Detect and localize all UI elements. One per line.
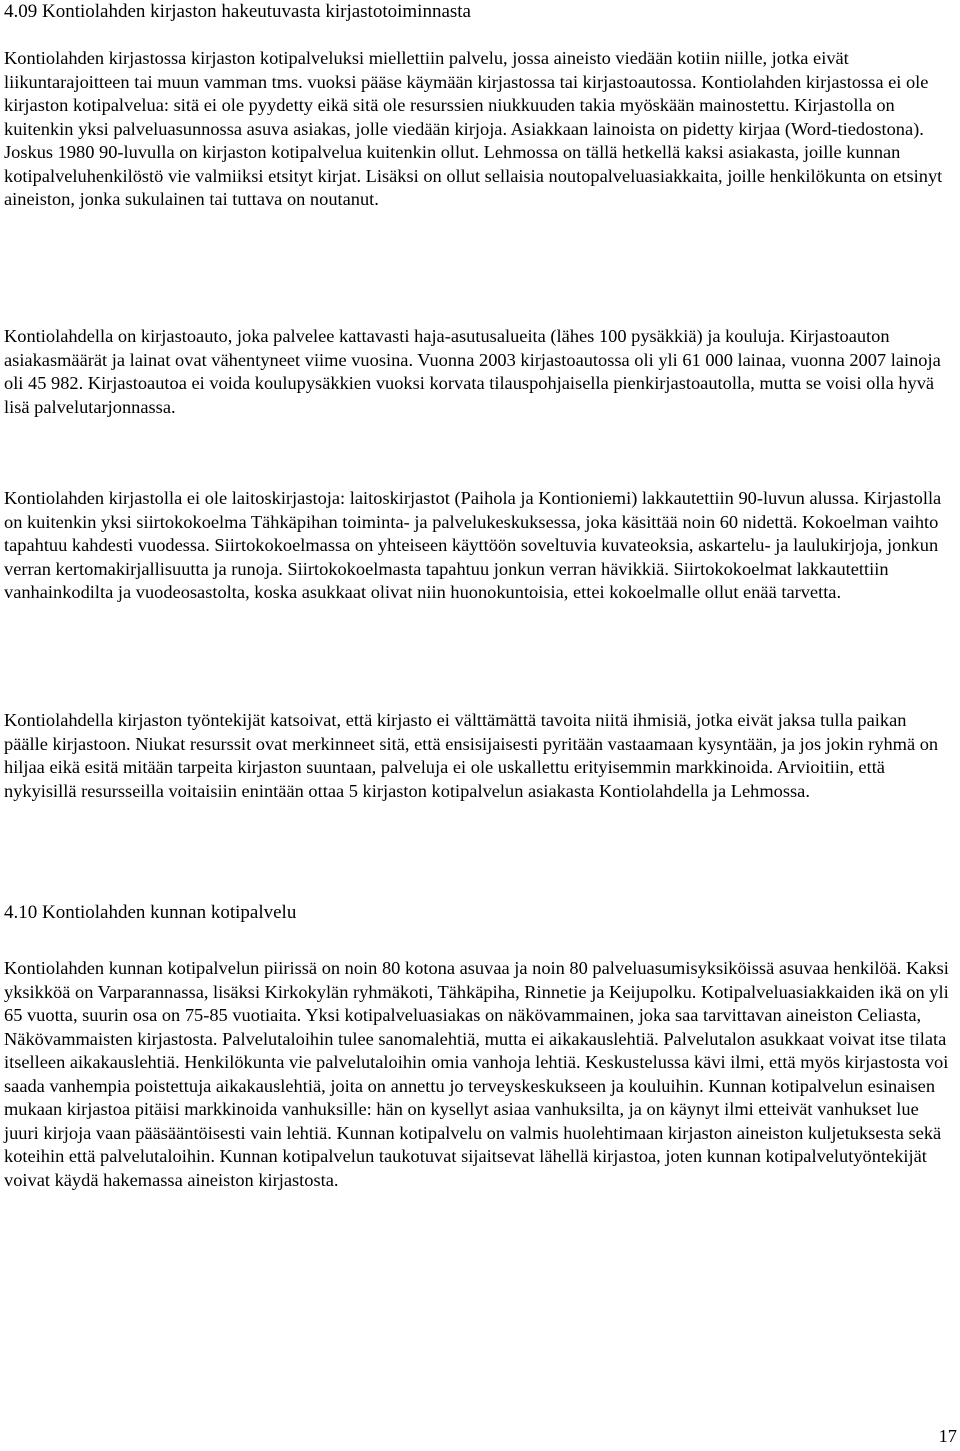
paragraph: Kontiolahden kirjastolla ei ole laitoskirjastoja: laitoskirjastot (Paihola ja Kontioniemi) lakkautettiin 90-luvun alussa. Kirjastolla on kuitenkin yksi siirtokokoelma Tähkäpihan toiminta- ja palvelukeskuksessa, joka käsittää noin 60 nidettä. Kokoelman vaihto tapahtuu kahdesti vuodessa. Siirtokokoelmassa on yhteiseen käyttöön soveltuvia kuvateoksia, askartelu- ja laulukirjoja, jonkun verran kertomakirjallisuutta ja runoja. Siirtokokoelmasta tapahtuu jonkun verran hävikkiä. Siirtokokoelmat lakkautettiin vanhainkodilta ja vuodeosastolta, koska asukkaat olivat niin huonokuntoisia, ettei kokoelmalle ollut enää tarvetta. <box>4 488 942 602</box>
section-heading: 4.09 Kontiolahden kirjaston hakeutuvasta kirjastotoiminnasta <box>4 1 471 22</box>
paragraph: Kontiolahdella on kirjastoauto, joka palvelee kattavasti haja-asutusalueita (lähes 100 pysäkkiä) ja kouluja. Kirjastoauton asiakasmäärät ja lainat ovat vähentyneet viime vuosina. Vuonna 2003 kirjastoautossa oli yli 61 000 lainaa, vuonna 2007 lainoja oli 45 982. Kirjastoautoa ei voida koulupysäkkien vuoksi korvata tilauspohjaisella pienkirjastoautolla, mutta se voisi olla hyvä lisä palvelutarjonnassa. <box>4 326 941 417</box>
page-number: 17 <box>938 1426 957 1446</box>
section-heading: 4.10 Kontiolahden kunnan kotipalvelu <box>4 902 297 923</box>
paragraph: Kontiolahden kirjastossa kirjaston kotipalveluksi miellettiin palvelu, jossa aineisto viedään kotiin niille, jotka eivät liikuntarajoitteen tai muun vamman tms. vuoksi pääse käymään kirjastossa tai kirjastoautossa. Kontiolahden kirjastossa ei ole kirjaston kotipalvelua: sitä ei ole pyydetty eikä sitä ole resurssien niukkuuden takia myöskään mainostettu. Kirjastolla on kuitenkin yksi palveluasunnossa asuva asiakas, jolle viedään kirjoja. Asiakkaan lainoista on pidetty kirjaa (Word-tiedostona). Joskus 1980 90-luvulla on kirjaston kotipalvelua kuitenkin ollut. Lehmossa on tällä hetkellä kaksi asiakasta, joille kunnan kotipalveluhenkilöstö vie valmiiksi etsityt kirjat. Lisäksi on ollut sellaisia noutopalveluasiakkaita, joille henkilökunta on etsinyt aineiston, jonka sukulainen tai tuttava on noutanut. <box>4 48 943 209</box>
paragraph: Kontiolahdella kirjaston työntekijät katsoivat, että kirjasto ei välttämättä tavoita niitä ihmisiä, jotka eivät jaksa tulla paikan päälle kirjastoon. Niukat resurssit ovat merkinneet sitä, että ensisijaisesti pyritään vastaamaan kysyntään, ja jos jokin ryhmä on hiljaa eikä esitä mitään tarpeita kirjaston suuntaan, palveluja ei ole uskallettu erityisemmin markkinoida. Arvioitiin, että nykyisillä resursseilla voitaisiin enintään ottaa 5 kirjaston kotipalvelun asiakasta Kontiolahdella ja Lehmossa. <box>4 710 939 801</box>
paragraph: Kontiolahden kunnan kotipalvelun piirissä on noin 80 kotona asuvaa ja noin 80 palveluasumisyksiköissä asuvaa henkilöä. Kaksi yksikköä on Varparannassa, lisäksi Kirkokylän ryhmäkoti, Tähkäpiha, Rinnetie ja Keijupolku. Kotipalveluasiakkaiden ikä on yli 65 vuotta, suurin osa on 75-85 vuotiaita. Yksi kotipalveluasiakas on näkövammainen, joka saa tarvittavan aineiston Celiasta, Näkövammaisten kirjastosta. Palvelutaloihin tulee sanomalehtiä, mutta ei aikakauslehtiä. Palvelutalon asukkaat voivat itse tilata itselleen aikakauslehtiä. Henkilökunta vie palvelutaloihin omia vanhoja lehtiä. Keskustelussa kävi ilmi, että myös kirjastosta voi saada vanhempia poistettuja aikakauslehtiä, joita on annettu jo terveyskeskukseen ja kouluihin. Kunnan kotipalvelun esinaisen mukaan kirjastoa pitäisi markkinoida vanhuksille: hän on kysellyt asiaa vanhuksilta, ja on käynyt ilmi etteivät vanhukset lue juuri kirjoja vaan pääsääntöisesti vain lehtiä. Kunnan kotipalvelu on valmis huolehtimaan kirjaston aineiston kuljetuksesta sekä koteihin että palvelutaloihin. Kunnan kotipalvelun taukotuvat sijaitsevat lähellä kirjastoa, joten kunnan kotipalvelutyöntekijät voivat käydä hakemassa aineiston kirjastosta. <box>4 958 949 1190</box>
